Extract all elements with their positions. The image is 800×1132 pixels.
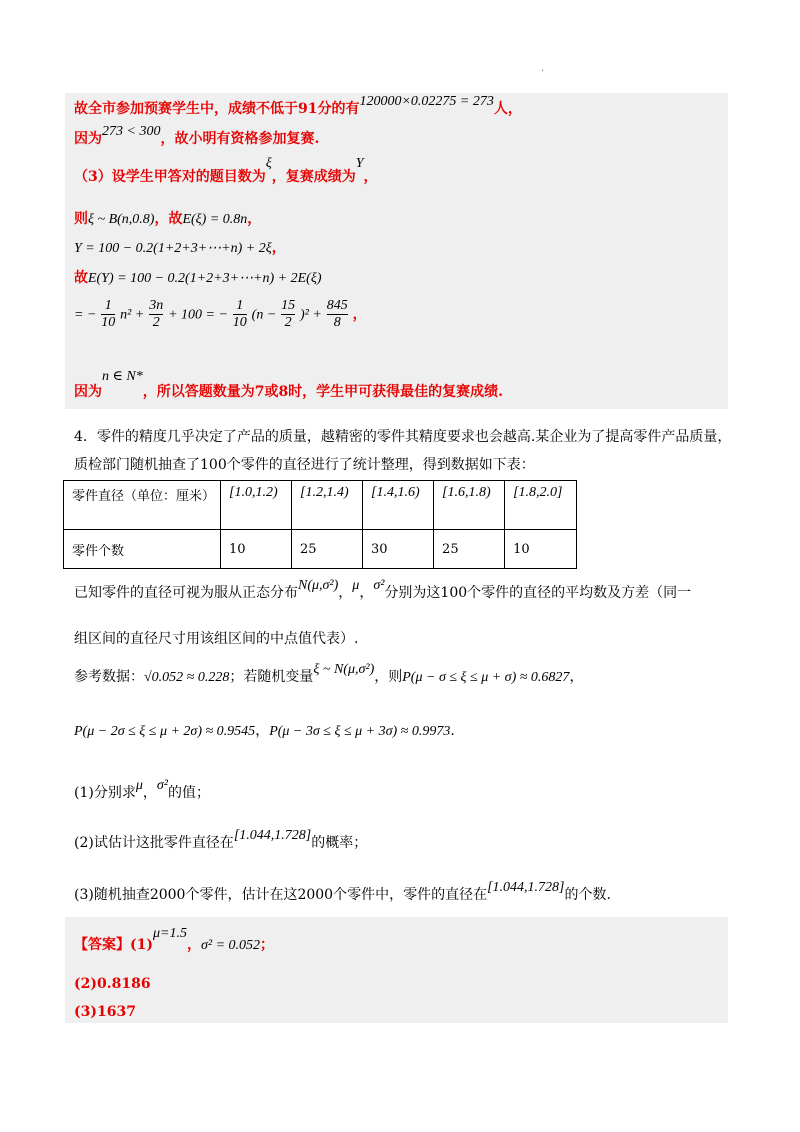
problem-text: ，则 [374,669,403,685]
table-cell: [1.4,1.6) [363,481,434,530]
table-row [64,530,577,569]
solution-text: ，复赛成绩为 [271,169,356,185]
solution-text: ， [247,211,262,227]
table-row [64,481,577,530]
problem-text: 分别为这100个零件的直径的平均数及方差（同一 [384,585,692,601]
solution-text: ， [352,306,367,323]
solution-line-5 [74,237,286,257]
question-3 [74,880,611,904]
page-dot: · [541,66,545,77]
math-expression: n² + [120,307,145,323]
math-expression: P(μ − 3σ ≤ ξ ≤ μ + 3σ) ≈ 0.9973 [269,724,451,739]
answer-line-2: (2)0.8186 [74,976,151,992]
solution-text: 故全市参加预赛学生中，成绩不低于91分的有 [74,101,360,117]
problem-text: 的值； [167,785,210,801]
table-cell: [1.8,2.0] [505,481,577,530]
answer-label: 【答案】 [74,937,130,953]
solution-text: （3）设学生甲答对的题目数为 [74,169,266,185]
solution-line-8 [74,369,504,401]
fraction: $\frac{1}{10}$ [232,298,247,330]
solution-text: 人， [493,101,522,117]
solution-text: 则 [74,211,88,227]
problem-text: ， [338,585,353,601]
data-table [63,480,577,569]
math-expression: σ² [156,778,168,793]
problem-line-6 [74,720,455,740]
math-expression: P(μ − 2σ ≤ ξ ≤ μ + 2σ) ≈ 0.9545 [74,724,256,739]
problem-text: 的个数. [564,887,611,903]
math-expression: ξ [265,156,272,171]
problem-line-5 [74,662,584,686]
answer-text: ； [260,937,275,953]
math-expression: √0.052 ≈ 0.228 [144,670,230,685]
math-expression: (n − [251,307,277,323]
problem-text: ， [359,585,374,601]
math-expression: N(μ,σ²) [298,578,339,593]
math-expression: μ [352,578,360,593]
solution-line-1 [74,94,522,118]
math-expression: μ [135,778,143,793]
solution-text: 因为 [74,131,102,147]
table-cell: [1.0,1.2) [221,481,292,530]
solution-text: ， [363,169,378,185]
question-2 [74,828,368,852]
solution-line-2 [74,124,320,148]
table-cell: [1.2,1.4) [292,481,363,530]
math-expression: + 100 = − [168,307,228,323]
problem-text: 已知零件的直径可视为服从正态分布 [74,585,298,601]
solution-line-7 [74,298,367,331]
problem-line-3 [74,578,692,602]
fraction: $\frac{1}{10}$ [101,298,116,330]
problem-text: (1)分别求 [74,785,136,801]
solution-line-4 [74,208,261,228]
solution-text: ， [271,240,286,256]
problem-text: ， [255,723,270,739]
table-cell: [1.6,1.8) [434,481,505,530]
table-cell: 10 [505,530,577,569]
solution-text: 因为 [74,384,102,400]
answer-line-1 [74,926,275,954]
math-expression: E(ξ) = 0.8n [182,212,248,227]
math-expression: 120000×0.02275 = 273 [359,94,494,109]
table-cell: 10 [221,530,292,569]
problem-text: . [450,723,455,739]
question-1 [74,778,210,802]
table-cell: 25 [434,530,505,569]
math-expression: ξ ~ B(n,0.8) [88,212,155,227]
fraction: $\frac{3n}{2}$ [149,298,164,330]
fraction: $\frac{15}{2}$ [281,298,296,330]
math-expression: ξ ~ N(μ,σ²) [313,662,375,677]
math-expression: [1.044,1.728] [233,828,312,843]
table-cell: 30 [363,530,434,569]
problem-text: (3)随机抽查2000个零件，估计在这2000个零件中，零件的直径在 [74,887,488,903]
solution-text: ，所以答题数量为7或8时，学生甲可获得最佳的复赛成绩. [142,384,504,400]
math-expression: [1.044,1.728] [487,880,565,895]
table-row-label: 零件个数 [64,530,221,569]
answer-text: (1) [130,937,153,953]
math-expression: P(μ − σ ≤ ξ ≤ μ + σ) ≈ 0.6827 [402,670,570,685]
table-cell: 25 [292,530,363,569]
math-expression: μ=1.5 [153,926,187,941]
math-expression: E(Y) = 100 − 0.2(1+2+3+⋯+n) + 2E(ξ) [88,271,322,286]
fraction: $\frac{845}{8}$ [326,298,348,330]
problem-line-4: 组区间的直径尺寸用该组区间的中点值代表）. [74,631,359,647]
problem-text: ；若随机变量 [229,669,314,685]
math-expression: σ² [373,578,385,593]
math-expression: Y = 100 − 0.2(1+2+3+⋯+n) + 2ξ [74,241,272,256]
solution-text: ，故 [154,211,183,227]
math-expression: σ² = 0.052 [200,938,261,953]
solution-text: 故 [74,270,88,286]
problem-text: ， [569,669,584,685]
math-expression: = − [74,307,97,323]
math-expression: )² + [300,307,322,323]
solution-text: ，故小明有资格参加复赛. [160,131,320,147]
problem-text: 参考数据： [74,669,144,685]
table-header-cell: 零件直径（单位：厘米） [64,481,221,530]
problem-line-1: 4．零件的精度几乎决定了产品的质量，越精密的零件其精度要求也会越高.某企业为了提高零件产品质量， [74,429,732,445]
solution-line-6 [74,267,322,287]
problem-text: (2)试估计这批零件直径在 [74,835,234,851]
answer-line-3: (3)1637 [74,1004,136,1020]
solution-line-3 [74,156,378,186]
math-expression: 273 < 300 [102,124,161,139]
math-expression: Y [355,156,364,171]
math-expression: n ∈ N* [102,369,143,384]
problem-text: 的概率； [311,835,368,851]
answer-text: ， [186,937,201,953]
problem-text: ， [142,785,157,801]
problem-line-2: 质检部门随机抽查了100个零件的直径进行了统计整理，得到数据如下表： [74,457,535,473]
